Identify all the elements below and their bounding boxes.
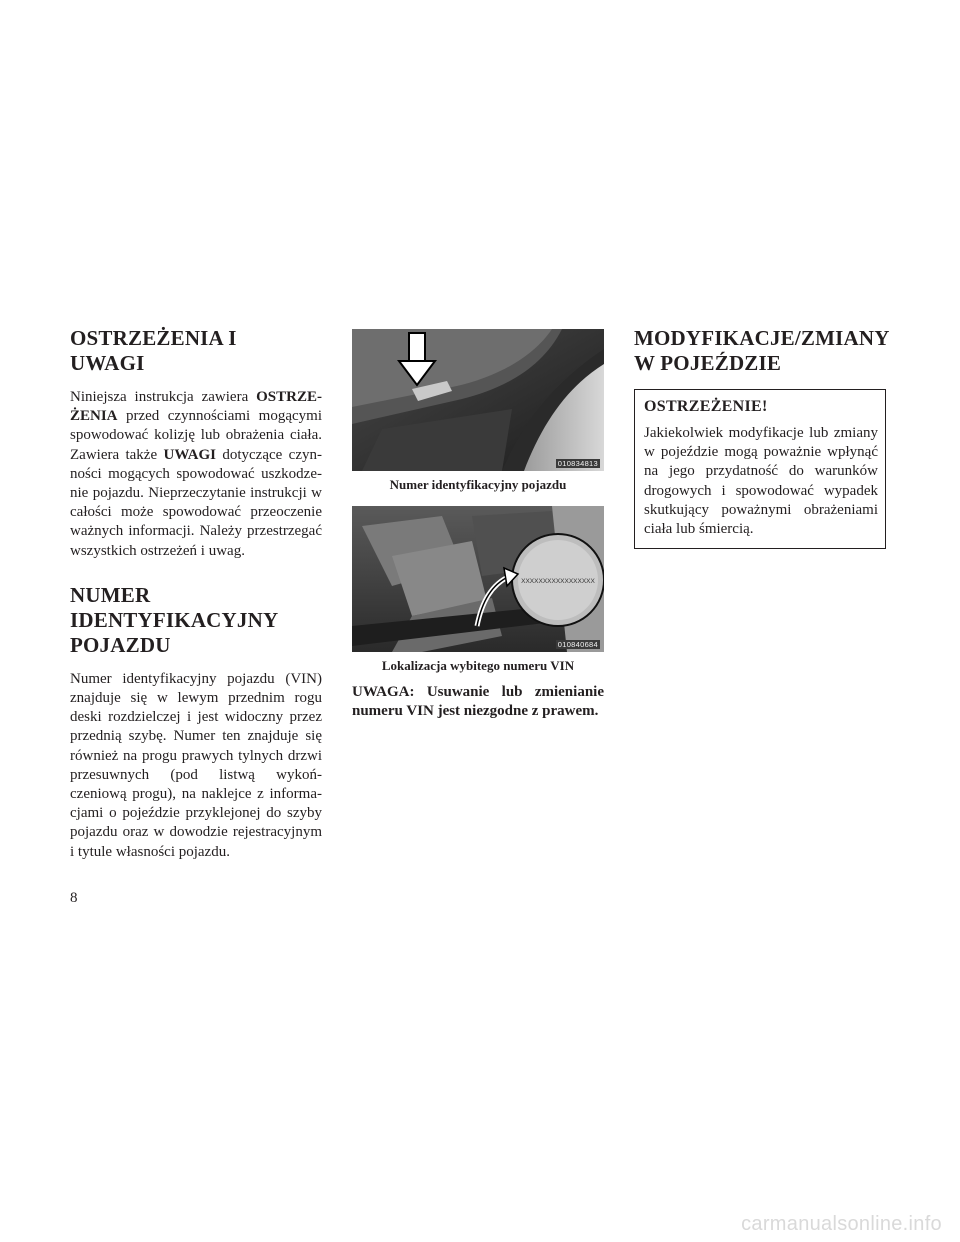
middle-column bbox=[352, 326, 604, 721]
magnifier-callout bbox=[512, 534, 604, 626]
figure-code: 010834813 bbox=[557, 459, 598, 468]
vin-floor-photo bbox=[352, 506, 604, 652]
left-column bbox=[70, 326, 322, 862]
figure2-caption: Lokalizacja wybitego numeru VIN bbox=[381, 658, 575, 673]
page-number: 8 bbox=[70, 890, 78, 906]
svg-text:XXXXXXXXXXXXXXXXX: XXXXXXXXXXXXXXXXX bbox=[521, 578, 595, 585]
figure1-caption: Numer identyfikacyjny pojazdu bbox=[389, 477, 567, 492]
watermark: carmanualsonline.info bbox=[741, 1213, 942, 1235]
warnings-paragraph: Niniejsza instrukcja zawiera OSTRZE-ŻENIA przed czynnościami mogącymi spowodować kolizję lub obrażenia ciała. Zawiera także UWAGI dotyczące czyn-ności mogących spowodować uszkodze-nie pojazdu. Nieprzeczytanie instrukcji w całości może spowodować przeoczenie ważnych informacji. Należy przestrzegać wszystkich ostrzeżeń i uwag. bbox=[70, 389, 322, 559]
vin-legal-note: UWAGA: Usuwanie lub zmienianie numeru VIN jest niezgodne z prawem. bbox=[352, 684, 604, 719]
right-column bbox=[634, 326, 890, 549]
section-title-vin: NUMER IDENTYFIKACYJNY POJAZDU bbox=[70, 582, 279, 657]
vin-paragraph: Numer identyfikacyjny pojazdu (VIN) znajduje się w lewym przednim rogu deski rozdzielczej i jest widoczny przez przednią szybę. Numer ten znajduje się również na progu prawych tylnych drzwi przesuwnych (pod listwą wykoń-czeniową progu), na naklejce z informa-cjami o pojeździe przyklejonej do szyby pojazdu oraz w dowodzie rejestracyjnym i tytule własności pojazdu. bbox=[70, 670, 322, 860]
floor-illustration bbox=[352, 506, 604, 652]
warning-body: Jakiekolwiek modyfikacje lub zmiany w pojeździe mogą poważnie wpłynąć na jego przydatność do warunków drogowych i spowodować wypadek skutkujący poważnymi obrażeniami ciała lub śmiercią. bbox=[644, 425, 878, 538]
section-title-modifications: MODYFIKACJE/ZMIANY W POJEŹDZIE bbox=[634, 326, 890, 375]
dashboard-illustration bbox=[352, 329, 604, 471]
section-title-warnings: OSTRZEŻENIA I UWAGI bbox=[70, 326, 237, 375]
figure-code: 010840684 bbox=[557, 640, 598, 649]
warning-title: OSTRZEŻENIE! bbox=[644, 398, 768, 415]
warning-box bbox=[634, 389, 886, 549]
vin-dashboard-photo bbox=[352, 329, 604, 471]
